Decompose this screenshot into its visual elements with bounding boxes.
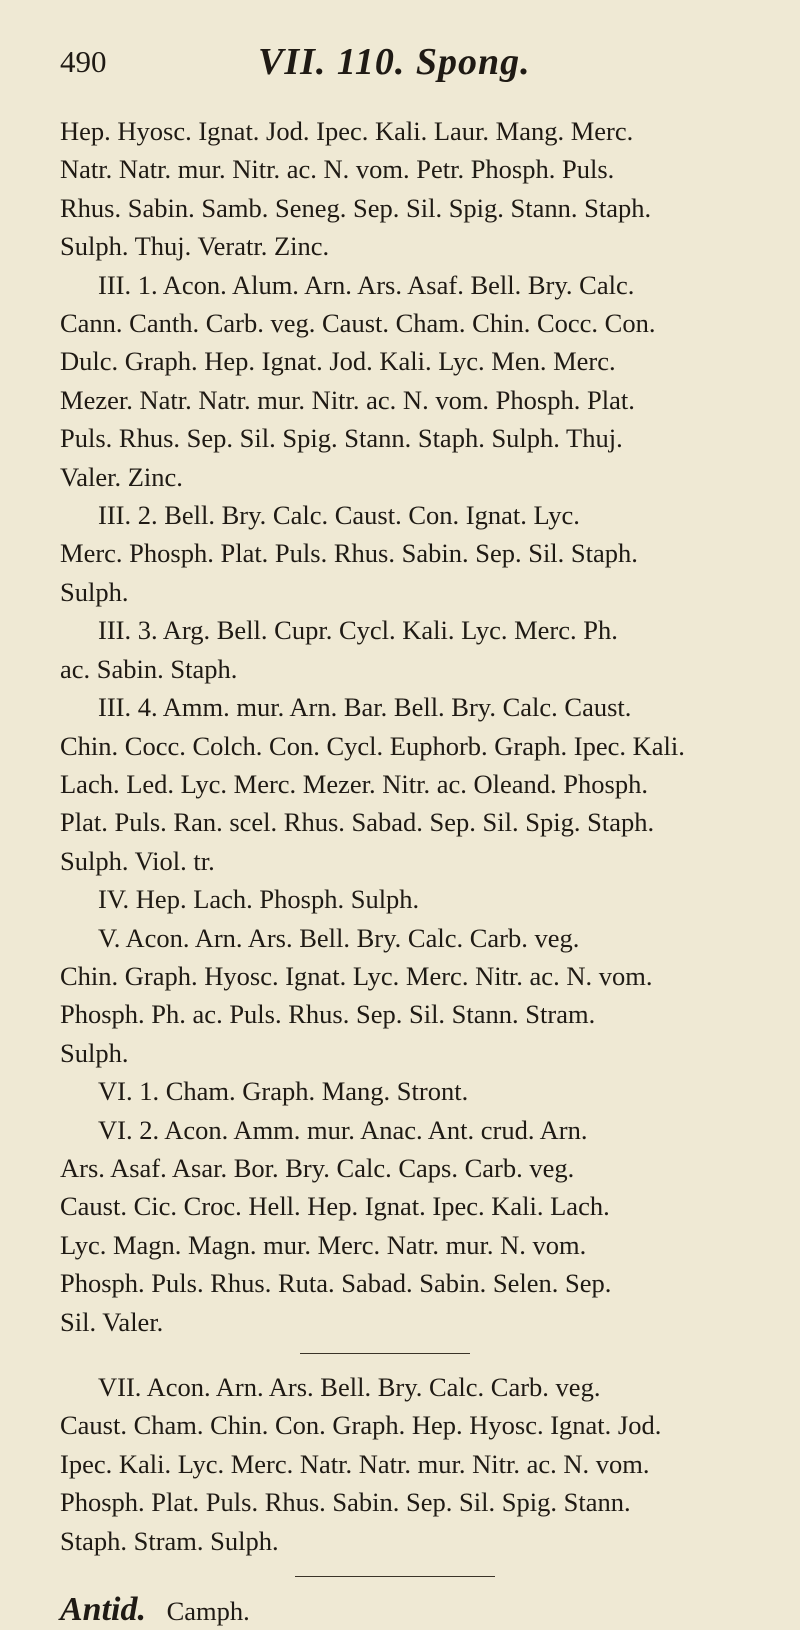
text-line: Dulc. Graph. Hep. Ignat. Jod. Kali. Lyc. Men. Merc. (60, 346, 616, 377)
text-line: VII. Acon. Arn. Ars. Bell. Bry. Calc. Carb. veg. (98, 1372, 601, 1402)
text-line: Valer. Zinc. (60, 461, 183, 492)
page-body (60, 112, 740, 1630)
text-line: Cann. Canth. Carb. veg. Caust. Cham. Chin. Cocc. Con. (60, 308, 656, 339)
section-divider (295, 1576, 495, 1577)
text-line: III. 4. Amm. mur. Arn. Bar. Bell. Bry. Calc. Caust. (98, 692, 632, 723)
text-line: Hep. Hyosc. Ignat. Jod. Ipec. Kali. Laur. Mang. Merc. (60, 116, 634, 146)
text-line: VI. 1. Cham. Graph. Mang. Stront. (98, 1076, 469, 1107)
text-line: Merc. Phosph. Plat. Puls. Rhus. Sabin. Sep. Sil. Staph. (60, 538, 638, 569)
text-line: Natr. Natr. mur. Nitr. ac. N. vom. Petr. Phosph. Puls. (60, 154, 615, 185)
page-number: 490 (60, 44, 107, 79)
text-line: Sil. Valer. (60, 1306, 164, 1337)
section-divider (300, 1353, 470, 1354)
text-line: Mezer. Natr. Natr. mur. Nitr. ac. N. vom. Phosph. Plat. (60, 384, 635, 415)
text-line: III. 1. Acon. Alum. Arn. Ars. Asaf. Bell. Bry. Calc. (98, 269, 635, 300)
text-line: Staph. Stram. Sulph. (60, 1525, 279, 1556)
antidote-text: Camph. (166, 1596, 250, 1627)
text-line: Puls. Rhus. Sep. Sil. Spig. Stann. Staph. Sulph. Thuj. (60, 423, 623, 454)
text-line: Caust. Cic. Croc. Hell. Hep. Ignat. Ipec. Kali. Lach. (60, 1191, 610, 1222)
text-line: Caust. Cham. Chin. Con. Graph. Hep. Hyosc. Ignat. Jod. (60, 1410, 662, 1441)
text-line: Phosph. Ph. ac. Puls. Rhus. Sep. Sil. Stann. Stram. (60, 999, 596, 1030)
text-line: Sulph. Thuj. Veratr. Zinc. (60, 231, 330, 262)
text-line: Chin. Cocc. Colch. Con. Cycl. Euphorb. Graph. Ipec. Kali. (60, 730, 685, 761)
antidote-label: Antid. (60, 1591, 146, 1629)
text-line: III. 2. Bell. Bry. Calc. Caust. Con. Ignat. Lyc. (98, 500, 580, 531)
text-line: VI. 2. Acon. Amm. mur. Anac. Ant. crud. Arn. (98, 1114, 588, 1145)
text-line: III. 3. Arg. Bell. Cupr. Cycl. Kali. Lyc. Merc. Ph. (98, 615, 618, 646)
page-header (0, 0, 800, 110)
text-line: Lyc. Magn. Magn. mur. Merc. Natr. mur. N. vom. (60, 1229, 587, 1260)
text-line: Sulph. (60, 576, 129, 607)
text-line: Sulph. Viol. tr. (60, 845, 215, 876)
text-line: Sulph. (60, 1037, 129, 1068)
text-line: IV. Hep. Lach. Phosph. Sulph. (98, 884, 420, 915)
antidote-line (60, 1591, 740, 1630)
text-line: Chin. Graph. Hyosc. Ignat. Lyc. Merc. Nitr. ac. N. vom. (60, 960, 653, 991)
text-line: Phosph. Puls. Rhus. Ruta. Sabad. Sabin. Selen. Sep. (60, 1268, 612, 1299)
text-line: Ars. Asaf. Asar. Bor. Bry. Calc. Caps. Carb. veg. (60, 1152, 575, 1183)
text-line: Phosph. Plat. Puls. Rhus. Sabin. Sep. Sil. Spig. Stann. (60, 1487, 631, 1518)
text-line: V. Acon. Arn. Ars. Bell. Bry. Calc. Carb. veg. (98, 922, 580, 953)
text-line: ac. Sabin. Staph. (60, 653, 238, 684)
text-line: Lach. Led. Lyc. Merc. Mezer. Nitr. ac. Oleand. Phosph. (60, 768, 648, 799)
running-head: VII. 110. Spong. (258, 41, 531, 83)
text-line: Plat. Puls. Ran. scel. Rhus. Sabad. Sep. Sil. Spig. Staph. (60, 807, 655, 838)
text-line: Rhus. Sabin. Samb. Seneg. Sep. Sil. Spig. Stann. Staph. (60, 192, 652, 223)
text-line: Ipec. Kali. Lyc. Merc. Natr. Natr. mur. Nitr. ac. N. vom. (60, 1448, 650, 1479)
